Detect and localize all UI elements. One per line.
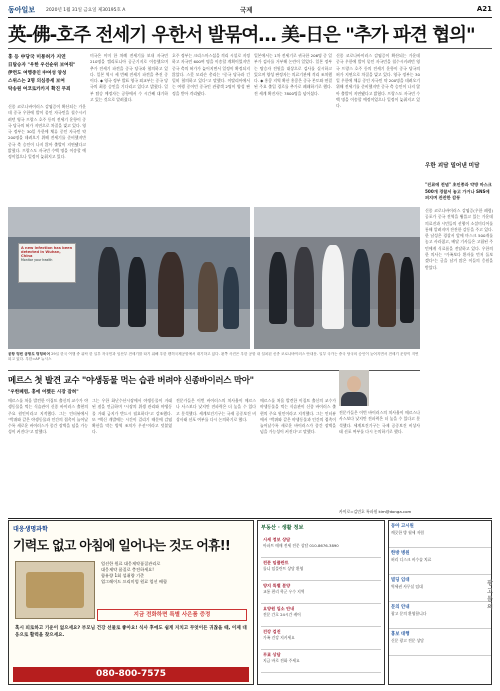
classified-item: 전문 임플란트 틀니 임플란트 상담 환영	[261, 558, 381, 581]
person-figure	[98, 247, 120, 327]
airport-photo-left	[8, 207, 250, 349]
newspaper-logo: 동아일보	[8, 5, 36, 14]
masthead	[8, 5, 492, 17]
person-figure	[128, 257, 146, 327]
ad-point: 함유량 1회 섭취량 기준	[101, 573, 145, 578]
top-rule	[8, 17, 492, 18]
ad-copy: 혹시 피로하고 기운이 없으세요? 부모님 건강 선물로 좋아요! 식사 후에도 쉽게 지치고 무엇이든 귀찮을 때, 이제 대웅으로 활력을 찾으세요.	[15, 626, 247, 638]
article-column-1: 신종 코로나바이러스 감염증이 확산되는 가운데 중국 우한에 발이 묶인 자국민을 철수시키려던 영국 프랑스 호주 등의 전세기 운항이 중국 당국의 허가 지연으로 차질을 빚고 있다. 영국 정부는 30일 우한에 체류 중인 자국민 약 200명을 데려오기 위해 전세기를 준비했지만 중국 측 승인이 나지 않아 출발이 지연됐다고 밝혔다. 프랑스도 자국민 수백 명을 이송할 예정이었으나 일정이 늦춰지고 있다.	[8, 104, 86, 160]
dateline: 2020년 1월 31일 금요일 제30195호 A	[46, 8, 126, 13]
airport-photo-right	[254, 207, 420, 349]
ad-points	[101, 561, 249, 585]
story2-credit: 카이로=김민호 특파원 kim@donga.com	[339, 509, 412, 514]
ads-rule	[8, 518, 492, 519]
person-figure	[158, 252, 184, 337]
person-figure	[378, 253, 396, 327]
person-figure	[322, 245, 344, 329]
classified-item: 문의 안내 광고 문의 환영합니다	[389, 602, 491, 629]
article-column-3: 호주 정부는 크리스마스섬을 격리 시설로 지정하고 자국민 600여 명을 이송할 계획이었지만 중국 측의 허가가 늦어지면서 일정이 확정되지 않았다. 스콧 모리슨 총리는 "중국 당국과 긴밀히 협의하고 있다"고 말했다. 이탈리아에서는 여행 중이던 중국인 관광객 2명이 양성 판정을 받아 격리됐다.	[172, 53, 250, 96]
article-column-4: 일본에서는 1차 전세기로 귀국한 206명 중 일부가 검사를 거부해 논란이 일었다. 일본 정부는 탑승자 전원을 대상으로 검사를 실시하고 있으며 양성 판정자는 의료기관에 격리 조치했다. ◆ 홍콩 지역 확산 홍콩은 중국 본토와 연결된 주요 출입 경로를 추가로 폐쇄하기로 했다. 전 세계 확진자는 7800명을 넘어섰다.	[254, 53, 332, 96]
person-figure	[352, 249, 370, 327]
ad-headline: 기력도 없고 아침에 일어나는 것도 어휴!!	[13, 539, 231, 554]
notice-sign: A new infection has been detected in Wuhan, China Monitor your health	[18, 243, 76, 283]
caption-title: 공항 텅빈 공항도 텅텅비어	[8, 352, 50, 356]
story2-column-2: 그는 우한 화난수산시장에서 야생동물이 거래된 점을 언급하며 "시장의 위생 관리와 야생동물 거래 금지가 반드시 필요하다"고 강조했다. 또 "백신 개발에는 시간이 걸리기 때문에 감염 확산을 막는 방역 조치가 우선"이라고 덧붙였다.	[92, 398, 172, 435]
classified-ads-right	[388, 520, 492, 685]
classified-title: 부동산 · 생활 정보	[261, 525, 304, 531]
page-number: A21	[476, 5, 492, 13]
story2-column-3: 전문가들은 이번 바이러스의 치사율이 메르스나 사스보다 낮지만 전파력은 더 높을 수 있다고 분석했다. 세계보건기구는 국제 공중보건 비상사태 선포 여부를 다시 논의하기로 했다.	[176, 398, 256, 422]
caption-text: 29일 한국 여행 중 위탁 한 일부 자국민과 임산부 전세기를 타기 위해 우한 톈허국제공항에서 대기하고 있다. 왼쪽 사진은 우한 공항 내 설치된 신종 코로나바이러스 안내문. 일부 국가는 중국 당국의 승인이 늦어지면서 전세기 운항이 지연되고 있다. 우한=AP 뉴시스	[8, 352, 419, 361]
ad-point: 엄선한 원료 대웅제약품질관리로	[101, 561, 161, 566]
ad-brand: 대웅생명과학	[13, 526, 48, 533]
story2-column-1: 메르스를 처음 발견한 이집트 출신의 교수가 야생동물을 먹는 식습관이 신종 바이러스 출현의 주요 원인이라고 지적했다. 그는 인터뷰에서 "박쥐와 같은 야생동물과 인간의 접촉이 늘어날수록 새로운 바이러스가 종간 장벽을 넘을 가능성이 커진다"고 말했다.	[8, 398, 88, 435]
section-title: 국제	[240, 6, 253, 14]
ad-phone-number: 080-800-7575	[13, 667, 249, 682]
subhead-list	[8, 62, 86, 94]
person-figure	[198, 262, 218, 332]
product-image	[15, 561, 95, 619]
classified-item: 홍보 대행 신문 광고 전문 상담	[389, 629, 491, 656]
classified-item: 동아 고시원 깨끗한 방 월세 저렴	[389, 521, 491, 548]
classified-item: 양지 특별 분양 교통 편리 학군 우수 지역	[261, 581, 381, 604]
person-figure	[269, 252, 287, 324]
person-figure	[223, 267, 239, 329]
subhead-item: 스위스는 2명 의심증세 보여	[8, 79, 65, 84]
article-column-5: 신종 코로나바이러스 감염증이 확산되는 가운데 중국 우한에 발이 묶인 자국민을 철수시키려던 영국 프랑스 호주 등의 전세기 운항이 중국 당국의 허가 지연으로 차질을 빚고 있다. 영국 정부는 30일 우한에 체류 중인 자국민 약 200명을 데려오기 위해 전세기를 준비했지만 중국 측 승인이 나지 않아 출발이 지연됐다고 밝혔다. 프랑스도 자국민 수백 명을 이송할 예정이었으나 일정이 늦춰지고 있다.	[336, 53, 420, 109]
headline-rule	[8, 48, 492, 49]
subhead-item: 日탑승자 "우한 우선순위 보여줘"	[8, 63, 76, 68]
professor-portrait	[339, 370, 369, 406]
article-column-2: 미국은 이미 한 차례 전세기를 보내 자국민 210명을 캘리포니아 공군기지로 이송했으며 추가 전세기 파견을 중국 당국과 협의하고 있다. 일본 역시 세 번째 전세기 파견을 추진 중이다. ◆ 영국 정부 발표 영국 외교부는 중국 당국의 최종 승인을 기다리고 있다고 밝혔다. 일부 탑승 예정자는 공항에서 수 시간째 대기하고 있는 것으로 알려졌다.	[90, 53, 168, 103]
classified-item: 요양원 입소 안내 전문 간호 24시간 케어	[261, 604, 381, 627]
classified-item: 빌딩 임대 역세권 사무실 임대	[389, 575, 491, 602]
ad-inquiry-label: 광고문의	[487, 580, 493, 611]
story2-column-5: 전문가들은 이번 바이러스의 치사율이 메르스나 사스보다 낮지만 전파력은 더 높을 수 있다고 분석했다. 세계보건기구는 국제 공중보건 비상사태 선포 여부를 다시 논의하기로 했다.	[339, 410, 420, 434]
photo-caption	[8, 352, 420, 368]
classified-item: 한방 병원 허리 디스크 비수술 치료	[389, 548, 491, 575]
classified-ads-middle	[257, 520, 385, 685]
story2-subhead: "우한폐렴, 홍에 어쨌든 시장 잡혀"	[8, 390, 79, 395]
person-figure	[294, 247, 314, 327]
subhead-item: 탁송원 여코로카카지 확진 무죄	[8, 87, 71, 92]
subhead-item: 伊련도 여행중인 中여성 양성	[8, 71, 67, 76]
lead-subhead: 홍 등 中당국 미통허가 지연	[8, 55, 66, 60]
ad-offer: 지금 전화하면 특별 사은품 증정	[97, 609, 247, 621]
health-supplement-ad	[8, 520, 254, 685]
main-headline: 英-佛-호주 전세기 우한서 발묶여… 美-日은 "추가 파견 협의"	[8, 25, 475, 45]
story2-headline: 메르스 첫 발견 교수 "야생동물 먹는 습관 버려야 신종바이러스 막아"	[8, 376, 254, 386]
classified-item: 무료 상담 지금 바로 전화 주세요	[261, 650, 381, 673]
classified-item: 시세 정보 상담 아파트 매매 전세 전문 상담 010-8676-3890	[261, 535, 381, 558]
sidebar-headline: 우한 괴담 밀어낸 미담	[425, 163, 480, 169]
story2-column-4: 메르스를 처음 발견한 이집트 출신의 교수가 야생동물을 먹는 식습관이 신종 바이러스 출현의 주요 원인이라고 지적했다. 그는 인터뷰에서 "박쥐와 같은 야생동물과 인간의 접촉이 늘어날수록 새로운 바이러스가 종간 장벽을 넘을 가능성이 커진다"고 말했다.	[260, 398, 336, 435]
ad-point: 대웅제약 품질로 충전하세요!	[101, 567, 154, 572]
sidebar-subhead: "진료에 전념" 초인종과 약방 마스크 500개 경찰서 놓고 가거나 SNS에 퍼지며 잔잔한 감동	[425, 182, 492, 200]
ad-point: 업그레이드 프리미엄 원료 엄선 배합	[101, 579, 168, 584]
sidebar-body: 신종 코로나바이러스 감염증(우한 폐렴) 공포가 중국 전역을 휩쓸고 있는 가운데 의료진과 시민들의 선행이 소셜미디어를 통해 알려지며 잔잔한 감동을 주고 있다. 한 남성은 경찰서 앞에 마스크 500개를 놓고 사라졌고, 배달 기사들은 고립된 주민에게 식료품을 전달하고 있다. 우한의 한 의사는 "가족보다 환자를 먼저 돌보겠다"는 글을 남겨 많은 이들의 응원을 받았다.	[425, 208, 493, 270]
person-figure	[400, 257, 414, 323]
classified-item: 건강 검진 가족 건강 지키세요	[261, 627, 381, 650]
